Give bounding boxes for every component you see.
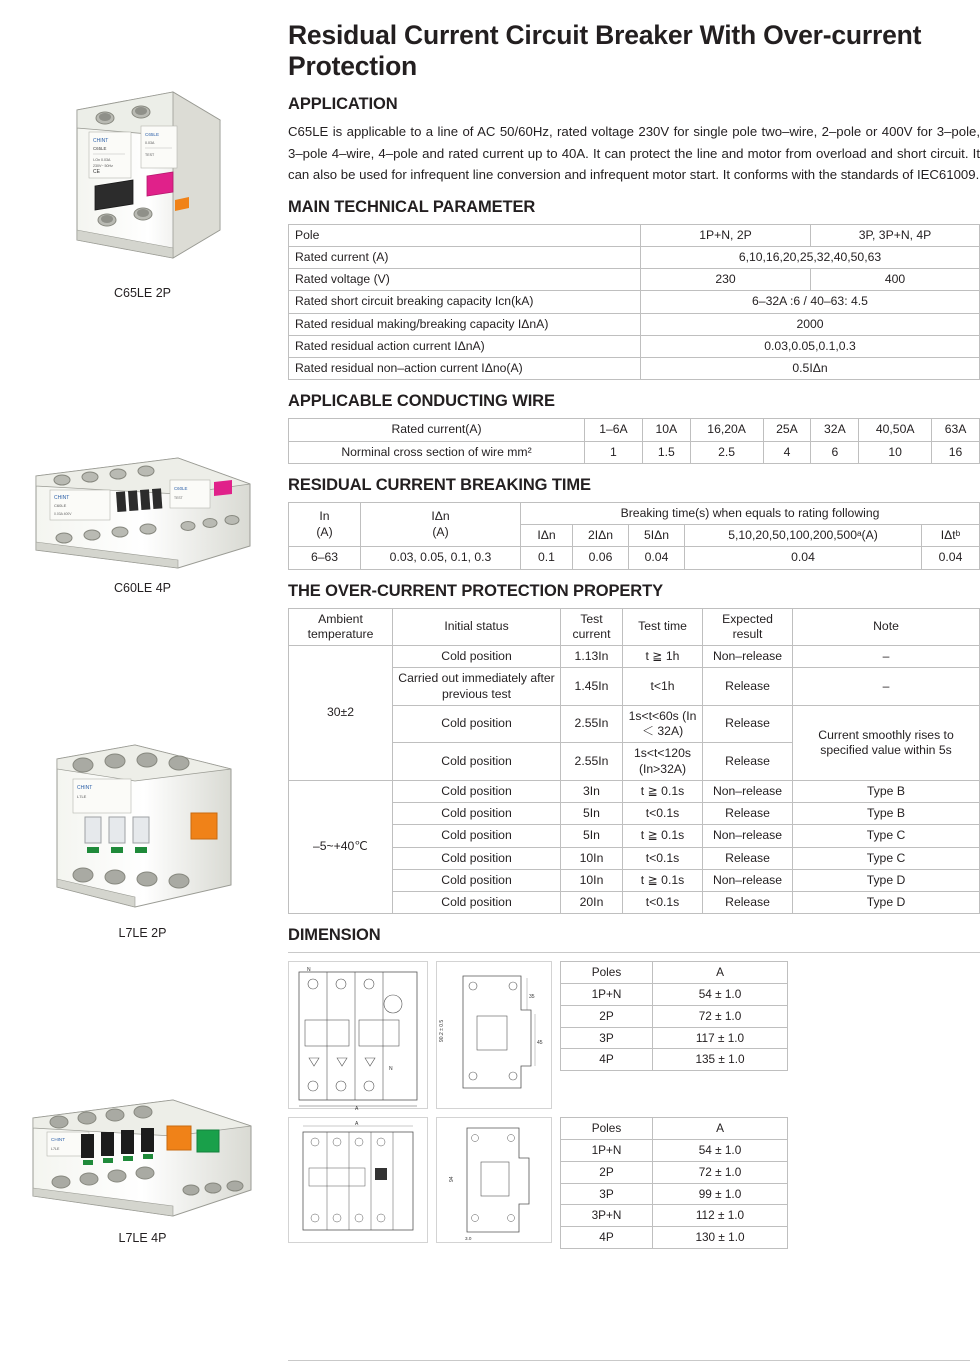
cell: t<0.1s — [623, 847, 703, 869]
col-header: Note — [793, 608, 980, 646]
application-paragraph: C65LE is applicable to a line of AC 50/60Hz, rated voltage 230V for single pole two–wire, 2–pole or 400V for 3–pole, 3–pole 4–wire, 4–pole and rated current up to 40A. It can protect the line and motor from overload and short circuit. It can also be used for infrequent line conversion and infrequent motor start. It conforms with the standards of IEC61009. — [288, 124, 980, 183]
col-header: Initial status — [393, 608, 561, 646]
section-heading-application: APPLICATION — [288, 95, 398, 114]
breaker-illustration-l7le-2p — [43, 735, 243, 920]
cell: 54 ± 1.0 — [653, 1140, 788, 1162]
cell: Cold position — [393, 780, 561, 802]
cell: Release — [703, 892, 793, 914]
row-value: 400 — [811, 269, 980, 291]
cell: Carried out immediately after previous test — [393, 668, 561, 706]
table-row — [561, 962, 788, 984]
header-idn: IΔn — [431, 509, 450, 524]
dimension-table-1-wrap — [560, 961, 788, 1109]
product-l7le-4p — [0, 1090, 285, 1245]
breaker-illustration-2p — [55, 80, 230, 280]
row-value: 6,10,16,20,25,32,40,50,63 — [641, 246, 980, 268]
table-row — [289, 892, 980, 914]
col-header: IΔn — [521, 525, 573, 547]
dimension-drawing-front-bottom — [288, 1117, 428, 1243]
row-value: 0.03,0.05,0.1,0.3 — [641, 335, 980, 357]
cell: 72 ± 1.0 — [653, 1005, 788, 1027]
cell: 0.03, 0.05, 0.1, 0.3 — [361, 547, 521, 569]
product-image-c65le-2p — [55, 80, 230, 280]
side-view-drawing — [437, 962, 553, 1110]
cell: 6 — [811, 441, 859, 463]
product-caption: L7LE 4P — [118, 1231, 167, 1245]
table-row — [289, 335, 980, 357]
cell: 0.04 — [685, 547, 922, 569]
row-label: Pole — [289, 224, 641, 246]
product-caption: L7LE 2P — [118, 926, 167, 940]
table-row — [561, 1049, 788, 1071]
cell: 99 ± 1.0 — [653, 1183, 788, 1205]
row-value: 2000 — [641, 313, 980, 335]
cell: 63A — [932, 419, 980, 441]
breaking-time-table — [288, 502, 980, 570]
cell: 130 ± 1.0 — [653, 1227, 788, 1249]
dimension-table-2-wrap — [560, 1117, 788, 1258]
cell: 16 — [932, 441, 980, 463]
table-row — [561, 1205, 788, 1227]
section-heading-wire: APPLICABLE CONDUCTING WIRE — [288, 392, 555, 411]
cell: t<1h — [623, 668, 703, 706]
table-row — [289, 547, 980, 569]
cell: 1P+N — [561, 984, 653, 1006]
table-row — [289, 869, 980, 891]
cell: Cold position — [393, 646, 561, 668]
row-label: Rated residual making/breaking capacity IΔnA) — [289, 313, 641, 335]
row-label: Rated residual action current IΔnA) — [289, 335, 641, 357]
cell: Cold position — [393, 847, 561, 869]
section-heading-main-tech: MAIN TECHNICAL PARAMETER — [288, 197, 536, 216]
cell: t ≧ 0.1s — [623, 869, 703, 891]
wire-table — [288, 418, 980, 464]
cell: 0.04 — [629, 547, 685, 569]
cell: Release — [703, 705, 793, 743]
cell: t<0.1s — [623, 892, 703, 914]
ocp-table-wrap — [288, 608, 980, 915]
cell: 4P — [561, 1227, 653, 1249]
col-header: Test time — [623, 608, 703, 646]
cell: 16,20A — [690, 419, 763, 441]
table-row — [289, 780, 980, 802]
cell: 6–63 — [289, 547, 361, 569]
svg-text:CHINT: CHINT — [93, 138, 109, 144]
table-row — [561, 1183, 788, 1205]
dimension-drawing-front-top — [288, 961, 428, 1109]
product-c65le-2p — [0, 80, 285, 300]
svg-text:L7LE: L7LE — [50, 1147, 59, 1151]
section-heading-dimension: DIMENSION — [288, 926, 381, 945]
cell: 40,50A — [859, 419, 932, 441]
cell: Release — [703, 743, 793, 781]
svg-text:CHINT: CHINT — [53, 495, 69, 501]
dimension-area — [288, 952, 980, 1258]
svg-text:0.03A 400V: 0.03A 400V — [53, 512, 72, 516]
svg-text:TEST: TEST — [145, 153, 155, 157]
cell: Non–release — [703, 780, 793, 802]
cell: Release — [703, 803, 793, 825]
row-value: 0.5IΔn — [641, 358, 980, 380]
cell: Type D — [793, 892, 980, 914]
product-caption: C60LE 4P — [114, 581, 171, 595]
cell: 135 ± 1.0 — [653, 1049, 788, 1071]
svg-text:C60LE: C60LE — [53, 503, 66, 508]
ocp-table — [288, 608, 980, 915]
cell: Cold position — [393, 705, 561, 743]
svg-text:CHINT: CHINT — [76, 785, 92, 791]
col-header: IΔtᵇ — [922, 525, 980, 547]
cell: 2P — [561, 1161, 653, 1183]
col-header: 5,10,20,50,100,200,500ᵃ(A) — [685, 525, 922, 547]
svg-text:A: A — [355, 1106, 359, 1111]
cell: t<0.1s — [623, 803, 703, 825]
dimension-drawing-side-bottom — [436, 1117, 552, 1243]
row-label: Norminal cross section of wire mm² — [289, 441, 585, 463]
group-temp-2: –5~+40℃ — [289, 780, 393, 914]
col-header: Poles — [561, 1118, 653, 1140]
cell: 1 — [585, 441, 643, 463]
svg-text:CHINT: CHINT — [50, 1137, 65, 1142]
cell: 0.04 — [922, 547, 980, 569]
table-row — [289, 246, 980, 268]
group-temp-1: 30±2 — [289, 646, 393, 781]
col-header: Test current — [561, 608, 623, 646]
cell: Cold position — [393, 892, 561, 914]
product-image-c60le-4p — [28, 450, 258, 575]
table-row — [289, 441, 980, 463]
page-title: Residual Current Circuit Breaker With Over-current Protection — [288, 20, 922, 81]
cell: 2.5 — [690, 441, 763, 463]
breaker-illustration-l7le-4p — [23, 1090, 263, 1225]
cell: 1.45In — [561, 668, 623, 706]
cell: Type B — [793, 803, 980, 825]
col-header: Poles — [561, 962, 653, 984]
dimension-row-2 — [288, 1117, 980, 1258]
row-value: 1P+N, 2P — [641, 224, 811, 246]
cell: 3In — [561, 780, 623, 802]
row-label: Rated residual non–action current IΔno(A) — [289, 358, 641, 380]
product-l7le-2p — [0, 735, 285, 940]
cell: Release — [703, 668, 793, 706]
cell: 1s<t<120s (In>32A) — [623, 743, 703, 781]
svg-text:230V~ 50Hz: 230V~ 50Hz — [93, 164, 113, 168]
row-value: 230 — [641, 269, 811, 291]
cell: 10A — [642, 419, 690, 441]
main-content — [288, 0, 980, 1259]
cell: Release — [703, 847, 793, 869]
cell: 2.55In — [561, 705, 623, 743]
product-caption: C65LE 2P — [114, 286, 171, 300]
cell: t ≧ 1h — [623, 646, 703, 668]
table-row — [561, 1027, 788, 1049]
cell: 25A — [763, 419, 811, 441]
cell: 10In — [561, 869, 623, 891]
cell: 3P+N — [561, 1205, 653, 1227]
cell: Type D — [793, 869, 980, 891]
svg-text:N: N — [307, 967, 311, 974]
front-view-drawing — [289, 962, 429, 1110]
cell: Cold position — [393, 869, 561, 891]
cell: 3P — [561, 1027, 653, 1049]
header-in: In — [319, 509, 330, 524]
col-header: Ambient temperature — [289, 608, 393, 646]
cell: t ≧ 0.1s — [623, 780, 703, 802]
svg-text:TEST: TEST — [173, 496, 183, 500]
svg-text:94: 94 — [449, 1176, 455, 1183]
cell: Cold position — [393, 803, 561, 825]
cell: 0.1 — [521, 547, 573, 569]
table-row — [561, 1161, 788, 1183]
breaking-time-table-wrap — [288, 502, 980, 570]
row-value: 3P, 3P+N, 4P — [811, 224, 980, 246]
cell: 1.13In — [561, 646, 623, 668]
cell: – — [793, 668, 980, 706]
header-idn-unit: (A) — [432, 524, 449, 539]
table-row — [561, 984, 788, 1006]
wire-table-wrap — [288, 418, 980, 464]
cell: Non–release — [703, 825, 793, 847]
table-row — [289, 291, 980, 313]
cell: t ≧ 0.1s — [623, 825, 703, 847]
cell: 4 — [763, 441, 811, 463]
product-gallery — [0, 0, 285, 1371]
svg-text:C65LE: C65LE — [93, 146, 107, 151]
cell: Non–release — [703, 646, 793, 668]
col-header: Expected result — [703, 608, 793, 646]
product-c60le-4p — [0, 450, 285, 595]
table-row — [289, 705, 980, 743]
table-row — [561, 1227, 788, 1249]
cell: Cold position — [393, 743, 561, 781]
svg-text:C60LE: C60LE — [173, 486, 187, 491]
table-row — [289, 668, 980, 706]
dimension-row-1 — [288, 961, 980, 1109]
product-image-l7le-4p — [23, 1090, 263, 1225]
header-span: Breaking time(s) when equals to rating following — [521, 502, 980, 524]
footer-divider — [288, 1360, 970, 1361]
table-row — [289, 419, 980, 441]
table-row — [561, 1005, 788, 1027]
table-row — [289, 269, 980, 291]
row-label: Rated current(A) — [289, 419, 585, 441]
cell: Type C — [793, 825, 980, 847]
svg-text:35: 35 — [529, 994, 535, 1001]
table-row — [289, 825, 980, 847]
col-header: 5IΔn — [629, 525, 685, 547]
breaker-illustration-4p — [28, 450, 258, 575]
cell: Non–release — [703, 869, 793, 891]
header-in-unit: (A) — [316, 524, 333, 539]
svg-text:L7LE: L7LE — [76, 794, 86, 799]
cell: 112 ± 1.0 — [653, 1205, 788, 1227]
svg-text:45: 45 — [537, 1040, 543, 1047]
table-row — [561, 1118, 788, 1140]
cell: 2.55In — [561, 743, 623, 781]
side-view-drawing-2 — [437, 1118, 553, 1244]
svg-text:C65LE: C65LE — [145, 132, 160, 137]
cell: 3P — [561, 1183, 653, 1205]
cell: 1P+N — [561, 1140, 653, 1162]
table-row — [289, 847, 980, 869]
cell: Current smoothly rises to specified value within 5s — [793, 705, 980, 780]
product-image-l7le-2p — [43, 735, 243, 920]
table-row — [289, 224, 980, 246]
svg-text:A: A — [355, 1121, 359, 1128]
svg-text:I-On 0.03A: I-On 0.03A — [93, 158, 111, 162]
cell: 1.5 — [642, 441, 690, 463]
cell: 4P — [561, 1049, 653, 1071]
cell: 72 ± 1.0 — [653, 1161, 788, 1183]
cell: 5In — [561, 803, 623, 825]
table-row — [289, 608, 980, 646]
cell: Type B — [793, 780, 980, 802]
svg-text:3.0: 3.0 — [465, 1236, 472, 1242]
cell: 10In — [561, 847, 623, 869]
dimension-table-1 — [560, 961, 788, 1071]
cell: 32A — [811, 419, 859, 441]
row-value: 6–32A :6 / 40–63: 4.5 — [641, 291, 980, 313]
col-header: A — [653, 1118, 788, 1140]
cell: – — [793, 646, 980, 668]
svg-text:0.03A: 0.03A — [145, 141, 155, 145]
row-label: Rated short circuit breaking capacity Icn(kA) — [289, 291, 641, 313]
dimension-table-2 — [560, 1117, 788, 1248]
row-label: Rated current (A) — [289, 246, 641, 268]
cell: 20In — [561, 892, 623, 914]
svg-text:CE: CE — [93, 169, 100, 175]
cell: 1–6A — [585, 419, 643, 441]
table-row — [289, 358, 980, 380]
cell: 1s<t<60s (In ＜ 32A) — [623, 705, 703, 743]
cell: 117 ± 1.0 — [653, 1027, 788, 1049]
table-row — [289, 502, 980, 524]
cell: 5In — [561, 825, 623, 847]
cell: 0.06 — [573, 547, 629, 569]
table-row — [561, 1140, 788, 1162]
section-heading-ocp: THE OVER-CURRENT PROTECTION PROPERTY — [288, 581, 664, 600]
table-row — [289, 803, 980, 825]
cell: Cold position — [393, 825, 561, 847]
cell: 10 — [859, 441, 932, 463]
table-row — [289, 313, 980, 335]
cell: 54 ± 1.0 — [653, 984, 788, 1006]
dimension-drawing-side-top — [436, 961, 552, 1109]
col-header: A — [653, 962, 788, 984]
col-header: 2IΔn — [573, 525, 629, 547]
table-row — [289, 646, 980, 668]
row-label: Rated voltage (V) — [289, 269, 641, 291]
front-view-drawing-2 — [289, 1118, 429, 1244]
main-tech-table — [288, 224, 980, 381]
main-tech-table-wrap — [288, 224, 980, 381]
cell: 2P — [561, 1005, 653, 1027]
svg-text:90.2 ± 0.5: 90.2 ± 0.5 — [439, 1020, 445, 1043]
section-heading-breaking-time: RESIDUAL CURRENT BREAKING TIME — [288, 475, 591, 494]
svg-text:N: N — [389, 1066, 393, 1073]
cell: Type C — [793, 847, 980, 869]
